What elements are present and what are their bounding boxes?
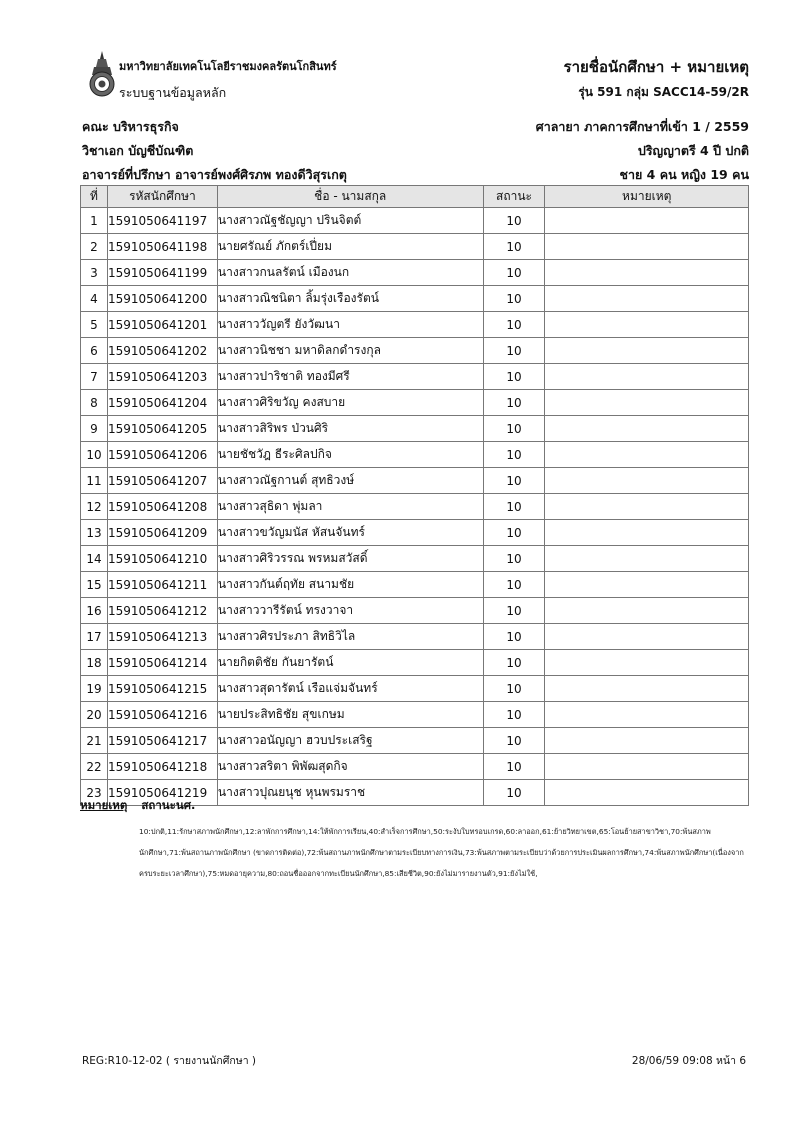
cell-name: นางสาวณิชนิตา ลิ้มรุ่งเรืองรัตน์ (217, 286, 483, 312)
cell-remark (545, 416, 749, 442)
cell-student-id: 1591050641209 (107, 520, 217, 546)
header-no: ที่ (81, 186, 108, 208)
cell-name: นายกิตติชัย กันยารัตน์ (217, 650, 483, 676)
report-code: REG:R10-12-02 ( รายงานนักศึกษา ) (82, 1055, 257, 1067)
student-table (80, 185, 749, 806)
cell-remark (545, 546, 749, 572)
cell-remark (545, 442, 749, 468)
cell-no: 9 (81, 416, 108, 442)
cell-no: 12 (81, 494, 108, 520)
cell-no: 19 (81, 676, 108, 702)
table-row (81, 546, 749, 572)
cell-remark (545, 754, 749, 780)
cell-name: นางสาวปาริชาติ ทองมีศรี (217, 364, 483, 390)
cell-name: นางสาววารีรัตน์ ทรงวาจา (217, 598, 483, 624)
cell-status: 10 (483, 494, 545, 520)
advisor-label: อาจารย์ที่ปรึกษา อาจารย์พงศ์ศิรภพ ทองดีวิสุรเกตุ (82, 167, 347, 182)
cell-name: นางสาวศิริขวัญ คงสบาย (217, 390, 483, 416)
cell-no: 6 (81, 338, 108, 364)
major-label: วิชาเอก บัญชีบัณฑิต (82, 143, 194, 158)
table-row (81, 234, 749, 260)
table-row (81, 572, 749, 598)
table-row (81, 650, 749, 676)
cell-status: 10 (483, 520, 545, 546)
table-row (81, 494, 749, 520)
cell-student-id: 1591050641200 (107, 286, 217, 312)
table-row (81, 416, 749, 442)
cell-remark (545, 260, 749, 286)
cell-name: นางสาวณัฐชัญญา ปรินจิตต์ (217, 208, 483, 234)
cell-no: 21 (81, 728, 108, 754)
faculty-label: คณะ บริหารธุรกิจ (82, 119, 179, 134)
cell-no: 5 (81, 312, 108, 338)
cell-student-id: 1591050641217 (107, 728, 217, 754)
cell-remark (545, 598, 749, 624)
header-status: สถานะ (483, 186, 545, 208)
table-row (81, 208, 749, 234)
cell-remark (545, 390, 749, 416)
generation-group: รุ่น 591 กลุ่ม SACC14-59/2R (578, 85, 749, 99)
cell-student-id: 1591050641203 (107, 364, 217, 390)
table-row (81, 286, 749, 312)
table-row (81, 364, 749, 390)
cell-status: 10 (483, 728, 545, 754)
cell-no: 10 (81, 442, 108, 468)
campus-term-label: ศาลายา ภาคการศึกษาที่เข้า 1 / 2559 (535, 119, 749, 134)
cell-student-id: 1591050641199 (107, 260, 217, 286)
table-row (81, 754, 749, 780)
cell-status: 10 (483, 390, 545, 416)
cell-name: นางสาวศิริวรรณ พรหมสวัสดิ์ (217, 546, 483, 572)
cell-name: นางสาวศิรประภา สิทธิวิไล (217, 624, 483, 650)
cell-student-id: 1591050641212 (107, 598, 217, 624)
cell-no: 22 (81, 754, 108, 780)
cell-status: 10 (483, 260, 545, 286)
university-logo-icon (88, 50, 116, 98)
cell-status: 10 (483, 364, 545, 390)
cell-remark (545, 728, 749, 754)
cell-status: 10 (483, 416, 545, 442)
notes-heading: หมายเหตุ (80, 798, 128, 812)
cell-remark (545, 234, 749, 260)
table-row (81, 702, 749, 728)
cell-no: 14 (81, 546, 108, 572)
cell-student-id: 1591050641210 (107, 546, 217, 572)
cell-status: 10 (483, 624, 545, 650)
cell-name: นายศรัณย์ ภักตร์เปี่ยม (217, 234, 483, 260)
cell-remark (545, 520, 749, 546)
student-count-label: ชาย 4 คน หญิง 19 คน (619, 167, 749, 182)
cell-no: 23 (81, 780, 108, 806)
table-row (81, 312, 749, 338)
table-row (81, 390, 749, 416)
notes-subtitle: สถานะนศ. (141, 798, 196, 812)
cell-student-id: 1591050641215 (107, 676, 217, 702)
cell-student-id: 1591050641213 (107, 624, 217, 650)
cell-remark (545, 312, 749, 338)
cell-name: นางสาวปุณยนุช หุนพรมราช (217, 780, 483, 806)
cell-remark (545, 208, 749, 234)
cell-status: 10 (483, 676, 545, 702)
cell-student-id: 1591050641204 (107, 390, 217, 416)
cell-status: 10 (483, 650, 545, 676)
table-row (81, 260, 749, 286)
cell-no: 2 (81, 234, 108, 260)
cell-no: 20 (81, 702, 108, 728)
cell-student-id: 1591050641207 (107, 468, 217, 494)
cell-name: นายประสิทธิชัย สุขเกษม (217, 702, 483, 728)
cell-name: นางสาวกนลรัตน์ เมืองนก (217, 260, 483, 286)
cell-status: 10 (483, 702, 545, 728)
table-row (81, 598, 749, 624)
cell-remark (545, 338, 749, 364)
table-row (81, 468, 749, 494)
cell-status: 10 (483, 286, 545, 312)
cell-student-id: 1591050641201 (107, 312, 217, 338)
cell-student-id: 1591050641211 (107, 572, 217, 598)
cell-name: นางสาววัญตรี ยังวัฒนา (217, 312, 483, 338)
cell-status: 10 (483, 234, 545, 260)
cell-name: นางสาวสิริพร ป่วนศิริ (217, 416, 483, 442)
cell-remark (545, 494, 749, 520)
cell-status: 10 (483, 546, 545, 572)
cell-name: นางสาวสุดารัตน์ เรือแจ่มจันทร์ (217, 676, 483, 702)
cell-status: 10 (483, 572, 545, 598)
print-date-page: 28/06/59 09:08 หน้า 6 (631, 1055, 746, 1067)
cell-no: 18 (81, 650, 108, 676)
cell-remark (545, 650, 749, 676)
cell-remark (545, 572, 749, 598)
header-remark: หมายเหตุ (545, 186, 749, 208)
header-name: ชื่อ - นามสกุล (217, 186, 483, 208)
cell-status: 10 (483, 780, 545, 806)
cell-status: 10 (483, 442, 545, 468)
system-name: ระบบฐานข้อมูลหลัก (119, 85, 227, 100)
table-row (81, 676, 749, 702)
cell-remark (545, 702, 749, 728)
cell-status: 10 (483, 468, 545, 494)
cell-student-id: 1591050641202 (107, 338, 217, 364)
cell-name: นางสาวณัฐกานต์ สุทธิวงษ์ (217, 468, 483, 494)
cell-student-id: 1591050641206 (107, 442, 217, 468)
cell-no: 17 (81, 624, 108, 650)
cell-student-id: 1591050641197 (107, 208, 217, 234)
cell-student-id: 1591050641205 (107, 416, 217, 442)
cell-status: 10 (483, 208, 545, 234)
cell-no: 16 (81, 598, 108, 624)
degree-label: ปริญญาตรี 4 ปี ปกติ (637, 143, 749, 158)
cell-no: 8 (81, 390, 108, 416)
table-row (81, 728, 749, 754)
cell-student-id: 1591050641219 (107, 780, 217, 806)
notes-title (80, 797, 195, 815)
table-row (81, 338, 749, 364)
cell-remark (545, 286, 749, 312)
table-row (81, 520, 749, 546)
cell-status: 10 (483, 338, 545, 364)
cell-student-id: 1591050641216 (107, 702, 217, 728)
university-name: มหาวิทยาลัยเทคโนโลยีราชมงคลรัตนโกสินทร์ (119, 60, 337, 73)
cell-name: นางสาวสุธิดา พุ่มลา (217, 494, 483, 520)
cell-no: 3 (81, 260, 108, 286)
cell-student-id: 1591050641198 (107, 234, 217, 260)
cell-status: 10 (483, 312, 545, 338)
cell-student-id: 1591050641218 (107, 754, 217, 780)
cell-student-id: 1591050641208 (107, 494, 217, 520)
cell-name: นางสาวอนัญญา ฮวบประเสริฐ (217, 728, 483, 754)
cell-remark (545, 780, 749, 806)
document-title: รายชื่อนักศึกษา + หมายเหตุ (563, 58, 749, 76)
cell-no: 1 (81, 208, 108, 234)
cell-status: 10 (483, 754, 545, 780)
cell-name: นายชัชวัฎ ธีระศิลปกิจ (217, 442, 483, 468)
header-student-id: รหัสนักศึกษา (107, 186, 217, 208)
cell-remark (545, 364, 749, 390)
table-row (81, 442, 749, 468)
cell-name: นางสาวนิชชา มหาดิลกดำรงกุล (217, 338, 483, 364)
cell-no: 11 (81, 468, 108, 494)
cell-status: 10 (483, 598, 545, 624)
cell-name: นางสาวสริตา พิพัฒสุดกิจ (217, 754, 483, 780)
status-codes-text: 10:ปกติ,11:รักษาสภาพนักศึกษา,12:ลาพักการศึกษา,14:ให้พักการเรียน,40:สำเร็จการศึกษา,50:ระงับใบทรอบเกรด,60:ลาออก,61:ย้ายวิทยาเขต,65:โอนย้ายสาขาวิชา,70:พ้นสภาพนักศึกษา,71:พ้นสถานภาพนักศึกษา (ขาดการติดต่อ),72:พ้นสถานภาพนักศึกษาตามระเบียบทางการเงิน,73:พ้นสภาพตามระเบียบว่าด้วยการประเมินผลการศึกษา,74:พ้นสภาพนักศึกษา(เนื่องจากครบระยะเวลาศึกษา),75:หมดอายุความ,80:ถอนชื่อออกจากทะเบียนนักศึกษา,85:เสียชีวิต,90:ยังไม่มารายงานตัว,91:ยังไม่ใช้, (139, 827, 744, 878)
cell-name: นางสาวกันต์ฤทัย สนามชัย (217, 572, 483, 598)
table-row (81, 624, 749, 650)
cell-no: 4 (81, 286, 108, 312)
cell-student-id: 1591050641214 (107, 650, 217, 676)
cell-no: 15 (81, 572, 108, 598)
cell-remark (545, 468, 749, 494)
table-header-row (81, 186, 749, 208)
cell-name: นางสาวขวัญมนัส หัสนจันทร์ (217, 520, 483, 546)
cell-remark (545, 624, 749, 650)
cell-remark (545, 676, 749, 702)
cell-no: 7 (81, 364, 108, 390)
cell-no: 13 (81, 520, 108, 546)
